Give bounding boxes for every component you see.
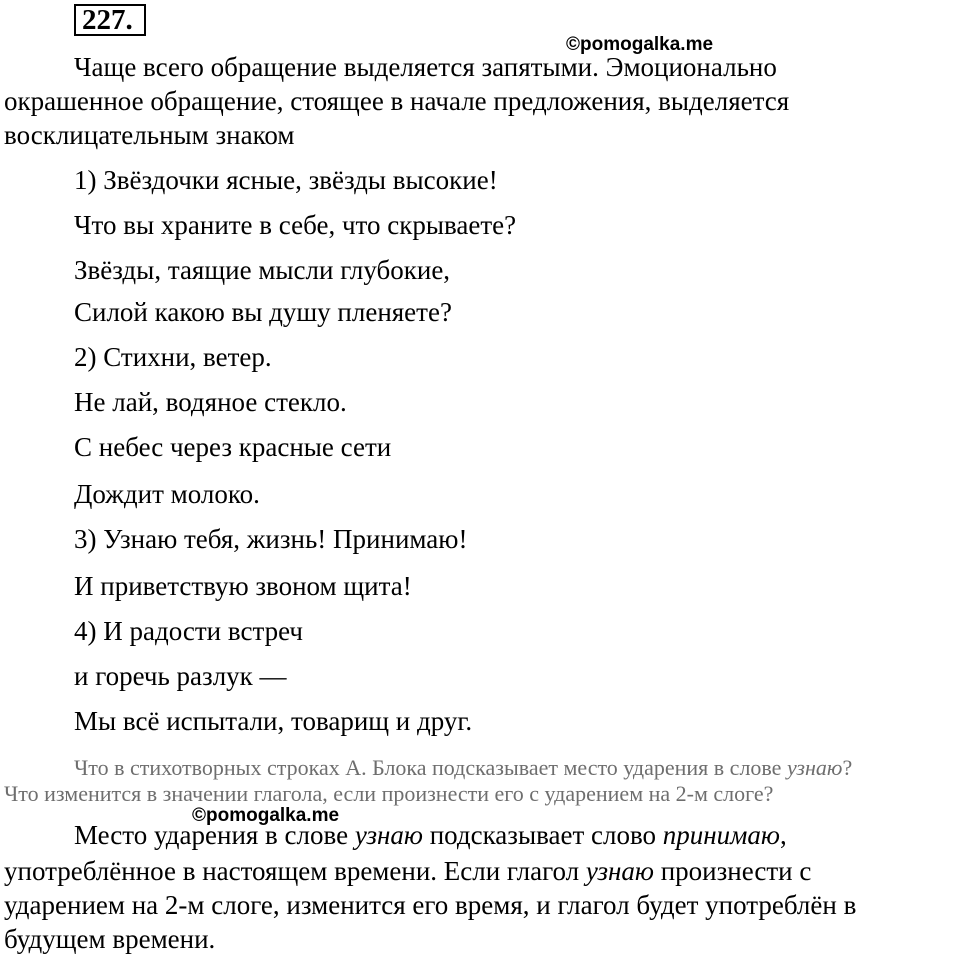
- poem-line: и горечь разлук —: [74, 661, 287, 691]
- watermark-bottom: ©pomogalka.me: [192, 805, 340, 826]
- poem-line: Не лай, водяное стекло.: [74, 387, 347, 417]
- question-word: узнаю: [786, 755, 843, 780]
- poem-line: Силой какою вы душу пленяете?: [74, 297, 452, 327]
- answer-line-2: употреблённое в настоящем времени. Если глагол узнаю произнести с: [4, 856, 812, 886]
- intro-line-3: восклицательным знаком: [4, 120, 295, 150]
- answer-line-4: будущем времени.: [4, 924, 216, 954]
- poem-line: Звёзды, таящие мысли глубокие,: [74, 255, 451, 285]
- question-line-1: Что в стихотворных строках А. Блока подсказывает место ударения в слове узнаю?: [74, 755, 853, 780]
- poem-line: 3) Узнаю тебя, жизнь! Принимаю!: [74, 524, 468, 554]
- poem-line: С небес через красные сети: [74, 432, 392, 462]
- poem-line: 1) Звёздочки ясные, звёзды высокие!: [74, 165, 498, 195]
- poem-line: 4) И радости встреч: [74, 616, 303, 646]
- exercise-number: 227.: [74, 4, 146, 36]
- question-line-2: Что изменится в значении глагола, если произнести его с ударением на 2-м слоге?: [4, 781, 774, 806]
- answer-line-3: ударением на 2-м слоге, изменится его время, и глагол будет употреблён в: [4, 890, 857, 920]
- answer-line-1: Место ударения в слове узнаю подсказывает слово принимаю,: [74, 820, 787, 850]
- intro-line-2: окрашенное обращение, стоящее в начале предложения, выделяется: [4, 86, 790, 116]
- watermark-top: ©pomogalka.me: [566, 34, 714, 55]
- poem-line: 2) Стихни, ветер.: [74, 342, 272, 372]
- poem-line: И приветствую звоном щита!: [74, 571, 412, 601]
- poem-line: Что вы храните в себе, что скрываете?: [74, 210, 517, 240]
- poem-line: Дождит молоко.: [74, 479, 260, 509]
- intro-line-1: Чаще всего обращение выделяется запятыми. Эмоционально: [74, 52, 777, 82]
- poem-line: Мы всё испытали, товарищ и друг.: [74, 706, 473, 736]
